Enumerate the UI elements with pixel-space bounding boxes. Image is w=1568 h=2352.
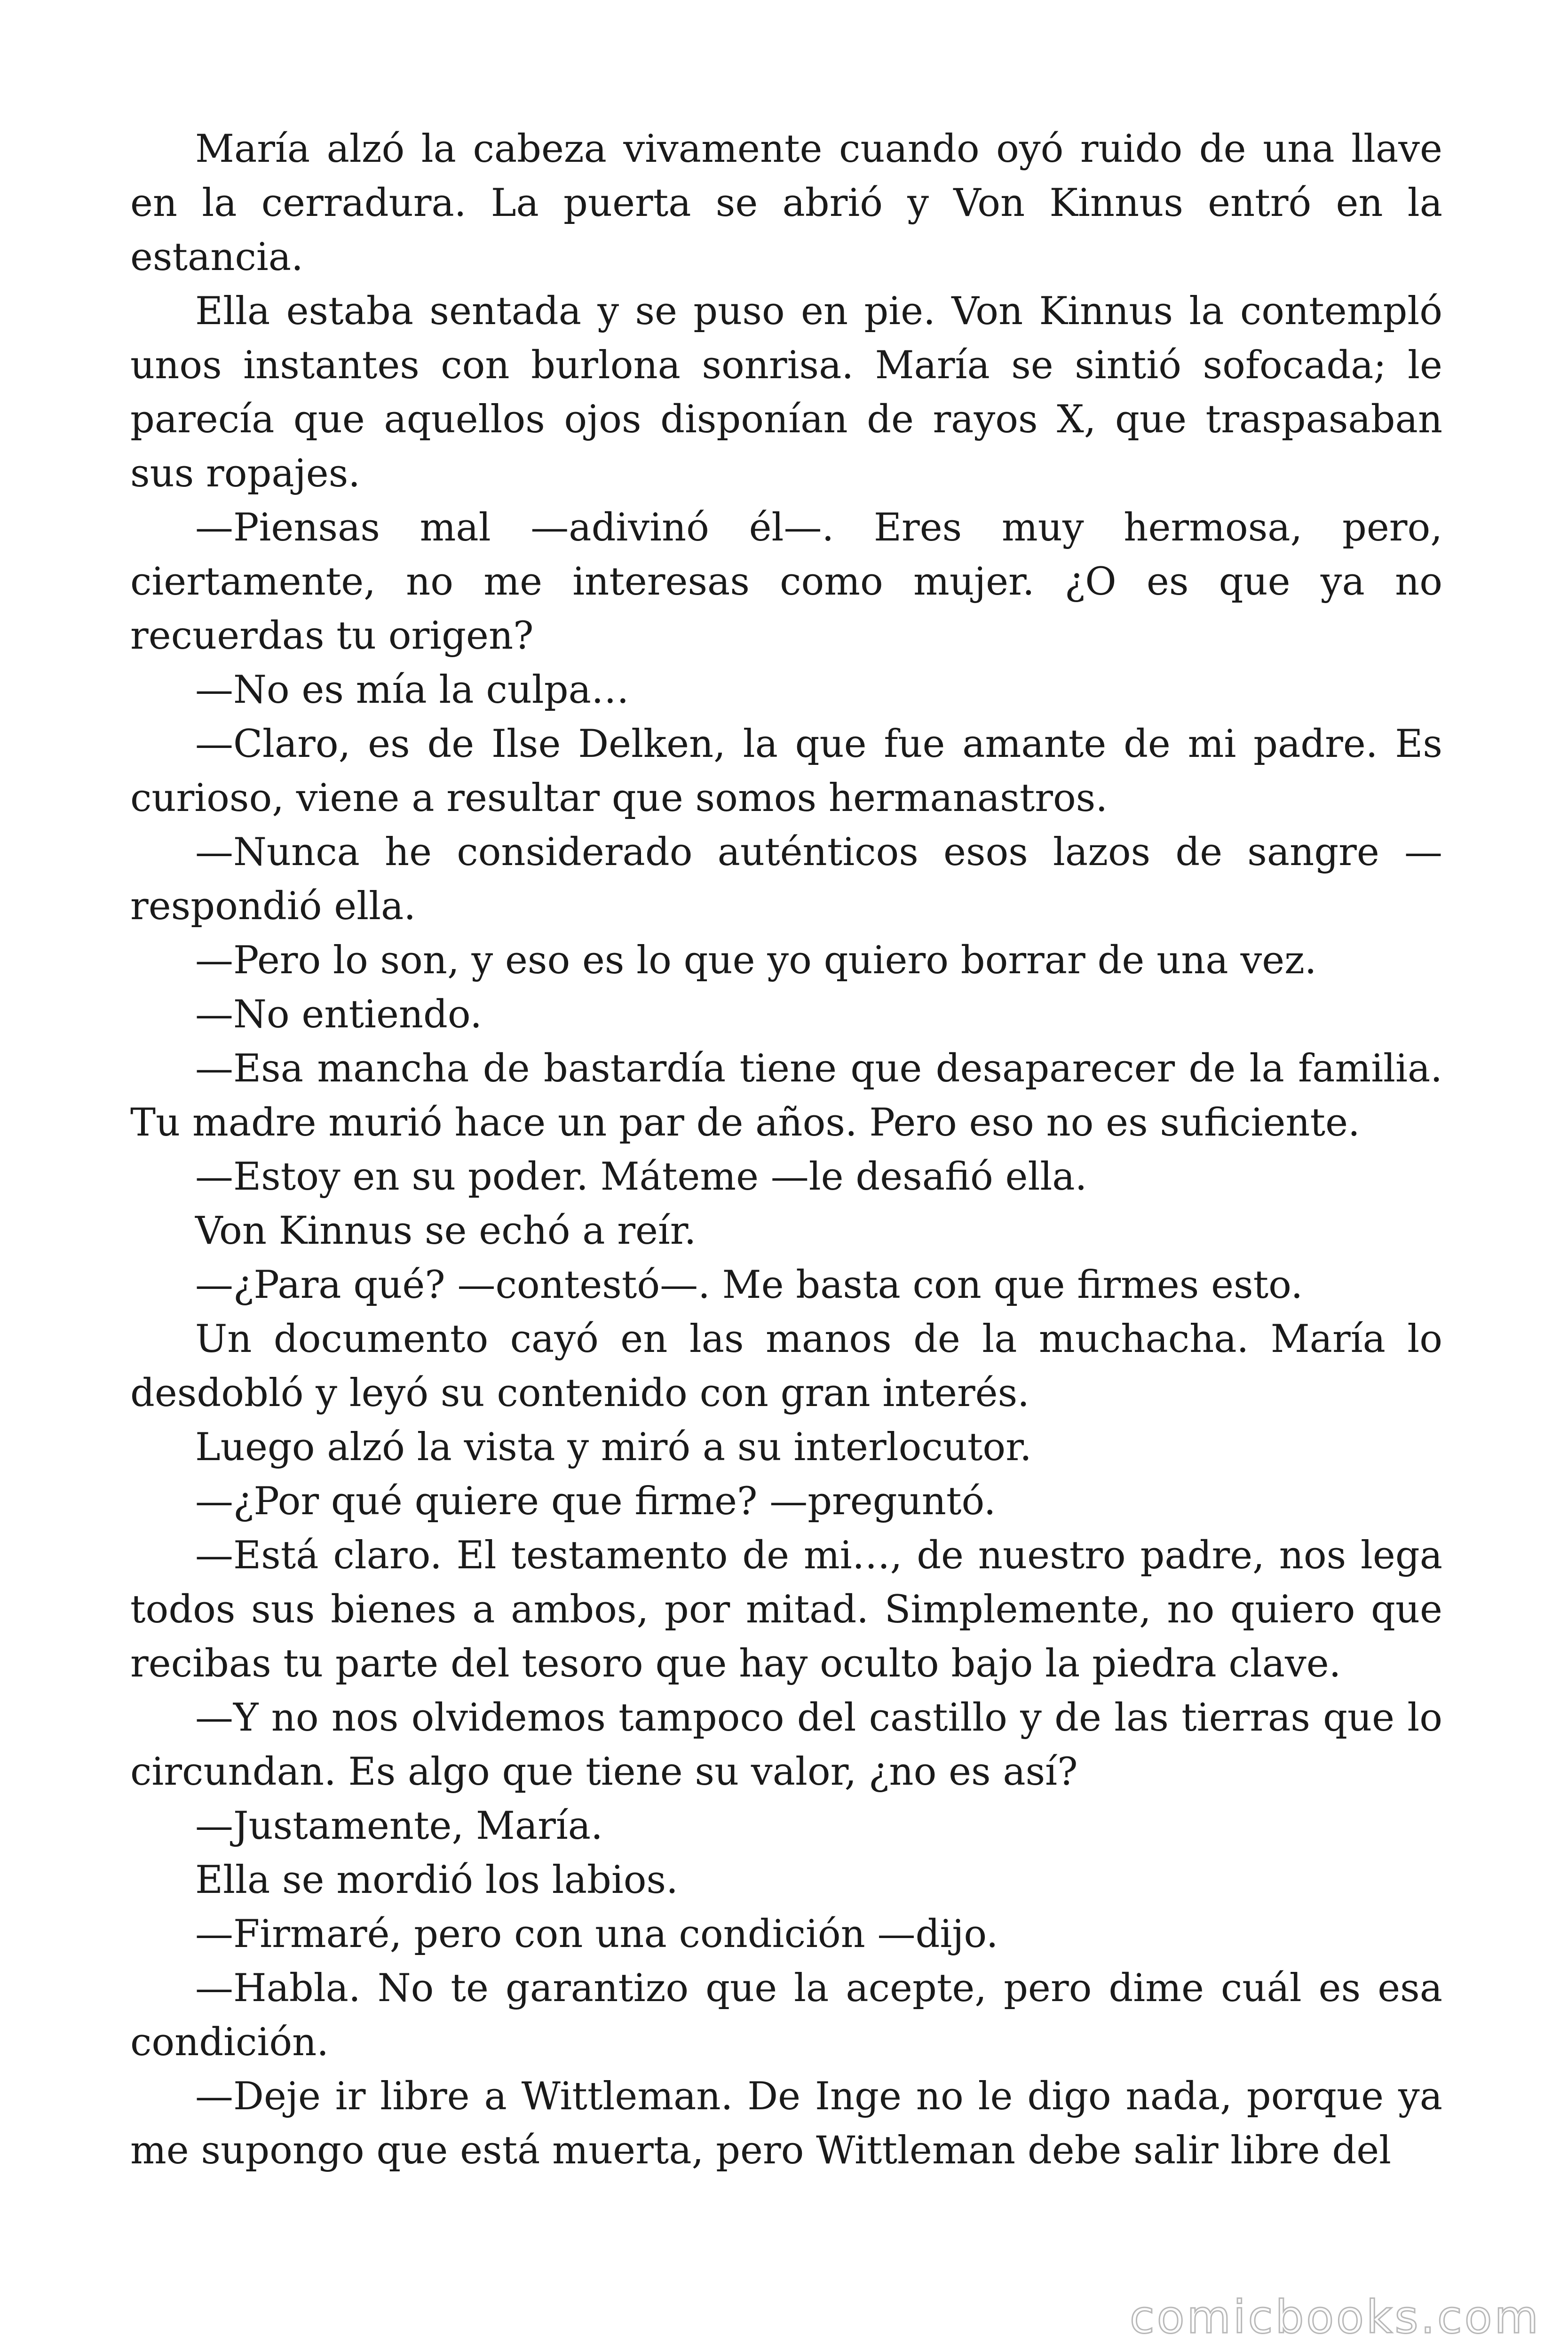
paragraph: Un documento cayó en las manos de la muchacha. María lo desdobló y leyó su contenido con gran interés. bbox=[130, 1317, 1442, 1415]
paragraph: —Nunca he considerado auténticos esos lazos de sangre —respondió ella. bbox=[130, 830, 1442, 929]
page-body bbox=[130, 122, 1442, 2178]
paragraph: —Piensas mal —adivinó él—. Eres muy hermosa, pero, ciertamente, no me interesas como mujer. ¿O es que ya no recuerdas tu origen? bbox=[130, 506, 1442, 658]
paragraph: Luego alzó la vista y miró a su interlocutor. bbox=[195, 1425, 1032, 1470]
paragraph: —No entiendo. bbox=[195, 993, 482, 1037]
paragraph: —No es mía la culpa… bbox=[195, 668, 629, 712]
paragraph: —Deje ir libre a Wittleman. De Inge no le digo nada, porque ya me supongo que está muerta, pero Wittleman debe salir libre del bbox=[130, 2074, 1442, 2173]
paragraph: Ella estaba sentada y se puso en pie. Von Kinnus la contempló unos instantes con burlona sonrisa. María se sintió sofocada; le parecía que aquellos ojos disponían de rayos X, que traspasaban sus ropajes. bbox=[130, 289, 1442, 496]
paragraph: —Justamente, María. bbox=[195, 1804, 603, 1848]
paragraph: María alzó la cabeza vivamente cuando oyó ruido de una llave en la cerradura. La puerta se abrió y Von Kinnus entró en la estancia. bbox=[130, 127, 1442, 279]
paragraph: —Estoy en su poder. Máteme —le desafió ella. bbox=[195, 1155, 1087, 1199]
paragraph: —Claro, es de Ilse Delken, la que fue amante de mi padre. Es curioso, viene a resultar que somos hermanastros. bbox=[130, 722, 1442, 820]
paragraph: —Firmaré, pero con una condición —dijo. bbox=[195, 1912, 998, 1956]
paragraph: —Está claro. El testamento de mi…, de nuestro padre, nos lega todos sus bienes a ambos, por mitad. Simplemente, no quiero que recibas tu parte del tesoro que hay oculto bajo la piedra clave. bbox=[130, 1534, 1442, 1686]
paragraph: —Habla. No te garantizo que la acepte, pero dime cuál es esa condición. bbox=[130, 1966, 1442, 2065]
paragraph: —Y no nos olvidemos tampoco del castillo y de las tierras que lo circundan. Es algo que tiene su valor, ¿no es así? bbox=[130, 1696, 1442, 1794]
paragraph: Ella se mordió los labios. bbox=[195, 1858, 678, 1902]
paragraph: —Pero lo son, y eso es lo que yo quiero borrar de una vez. bbox=[195, 938, 1317, 983]
paragraph: —¿Para qué? —contestó—. Me basta con que firmes esto. bbox=[195, 1263, 1303, 1307]
paragraph: Von Kinnus se echó a reír. bbox=[195, 1209, 697, 1253]
paragraph: —¿Por qué quiere que firme? —preguntó. bbox=[195, 1479, 996, 1524]
paragraph: —Esa mancha de bastardía tiene que desaparecer de la familia. Tu madre murió hace un par de años. Pero eso no es suficiente. bbox=[130, 1047, 1442, 1145]
watermark: comicbooks.com bbox=[1129, 2291, 1541, 2344]
